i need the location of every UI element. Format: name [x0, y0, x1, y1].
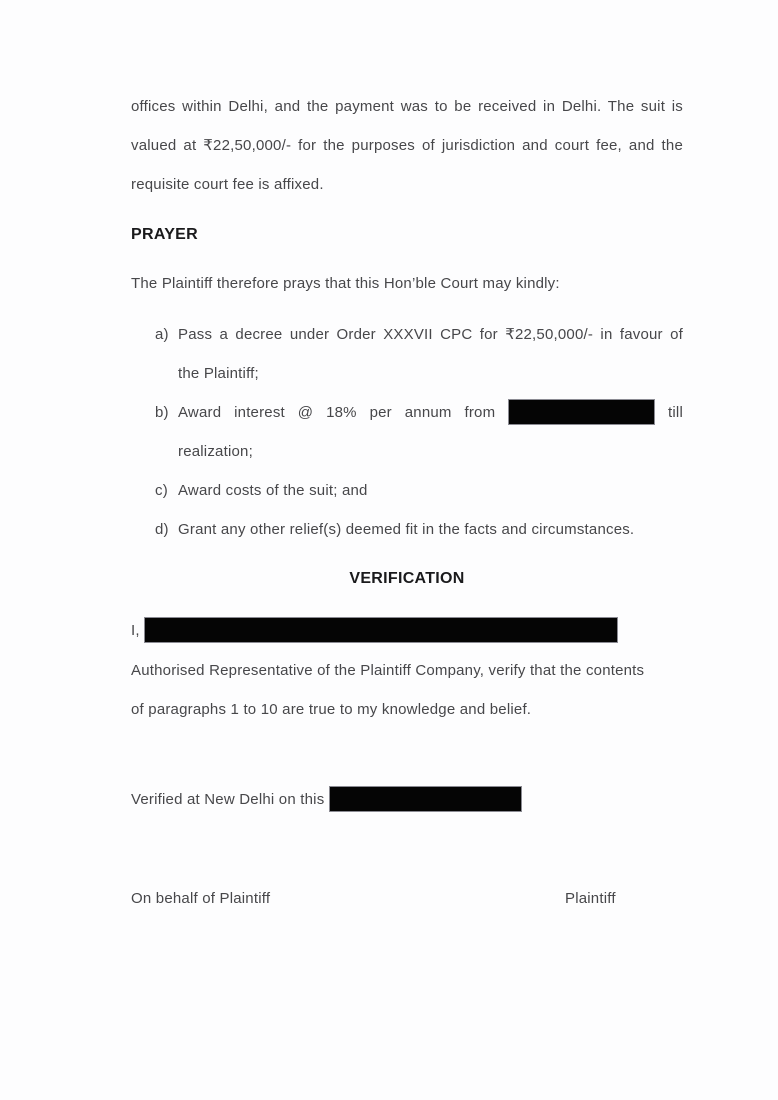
signature-right-label: Plaintiff: [565, 890, 616, 907]
prayer-item-c-text: Award costs of the suit; and: [178, 482, 368, 499]
list-marker-b: b): [155, 404, 169, 421]
prayer-item-a-line-1: [155, 325, 683, 345]
prayer-item-a-line-2: [155, 364, 683, 384]
prayer-item-d-line-1: [155, 520, 683, 540]
prayer-item-b-text: [178, 399, 683, 427]
prayer-item-a-text: Pass a decree under Order XXXVII CPC for ₹22,50,000/- in favour of: [178, 326, 683, 343]
prayer-item-b-line-2: [155, 442, 683, 462]
prayer-heading: PRAYER: [131, 226, 199, 243]
redaction-box-interest-date: [508, 399, 655, 425]
verified-at-line: [131, 786, 683, 814]
prayer-item-b-after: till: [668, 404, 683, 421]
prayer-item-b-line-1: [155, 399, 683, 427]
list-marker-d: d): [155, 521, 169, 538]
redaction-box-verification-date: [329, 786, 522, 812]
prayer-item-d-text: Grant any other relief(s) deemed fit in the facts and circumstances.: [178, 521, 635, 538]
prayer-item-c-line-1: [155, 481, 683, 501]
intro-line-3: requisite court fee is affixed.: [131, 176, 324, 193]
prayer-item-a-text-2: the Plaintiff;: [178, 365, 259, 382]
intro-line-2: valued at ₹22,50,000/- for the purposes of jurisdiction and court fee, and the: [131, 137, 683, 154]
prayer-item-b-text-2: realization;: [178, 443, 253, 460]
verification-line-2: Authorised Representative of the Plaintiff Company, verify that the contents: [131, 662, 645, 679]
list-marker-c: c): [155, 482, 168, 499]
prayer-item-b-before: Award interest @ 18% per annum from: [178, 404, 496, 421]
verification-prefix: I,: [131, 622, 140, 639]
verification-line-3: of paragraphs 1 to 10 are true to my knowledge and belief.: [131, 701, 532, 718]
intro-line-1: offices within Delhi, and the payment was to be received in Delhi. The suit is: [131, 98, 683, 115]
verification-heading: VERIFICATION: [349, 570, 465, 587]
redaction-box-declarant-name: [144, 617, 618, 643]
prayer-intro: The Plaintiff therefore prays that this Hon’ble Court may kindly:: [131, 275, 560, 292]
verification-declarant-line: [131, 617, 683, 645]
signature-row: [131, 889, 683, 909]
list-marker-a: a): [155, 326, 169, 343]
verified-at-text: Verified at New Delhi on this: [131, 791, 325, 808]
signature-left-label: On behalf of Plaintiff: [131, 890, 271, 907]
